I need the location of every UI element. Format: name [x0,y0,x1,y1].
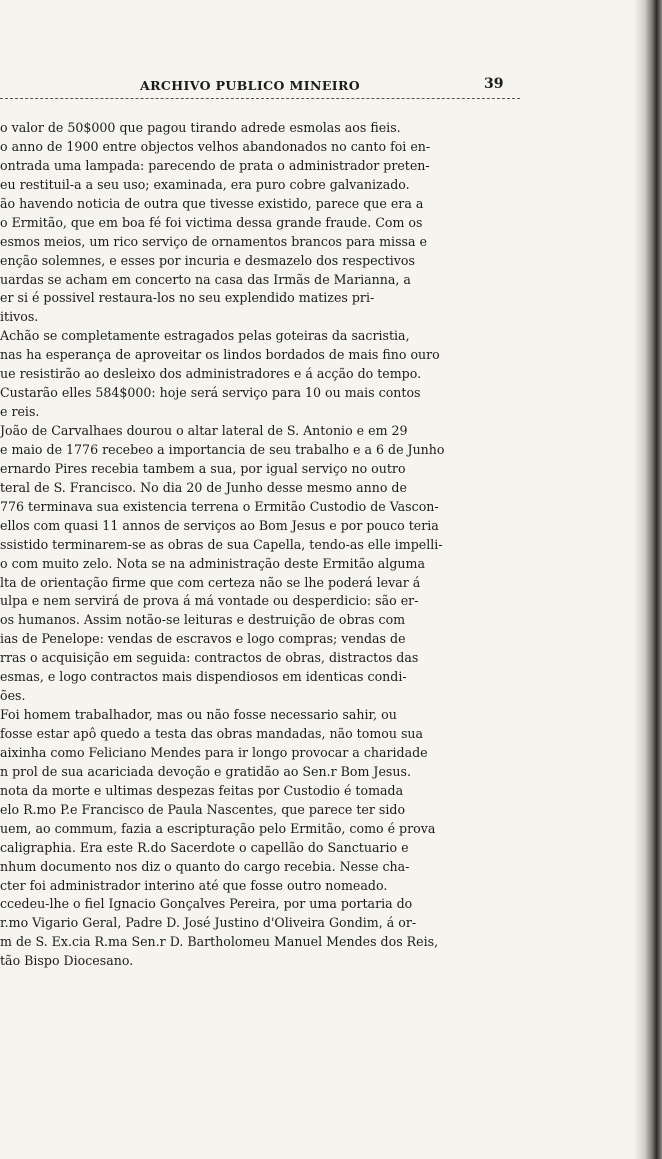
text-line: esmas, e logo contractos mais dispendiosos em identicas condi- [0,669,407,685]
text-line: ssistido terminarem-se as obras de sua Capella, tendo-as elle impelli- [0,536,443,552]
text-line: teral de S. Francisco. No dia 20 de Junho desse mesmo anno de [0,479,407,495]
text-line: o valor de 50$000 que pagou tirando adrede esmolas aos fieis. [0,120,401,135]
text-line: ias de Penelope: vendas de escravos e logo compras; vendas de [0,631,406,647]
header-rule [0,98,520,99]
text-line: o Ermitão, que em boa fé foi victima dessa grande fraude. Com os [0,214,423,230]
text-line: cter foi administrador interino até que fosse outro nomeado. [0,877,388,893]
text-line: os humanos. Assim notão-se leituras e destruição de obras com [0,612,406,628]
text-line: o anno de 1900 entre objectos velhos abandonados no canto foi en- [0,138,431,154]
text-line: João de Carvalhaes dourou o altar lateral de S. Antonio e em 29 [0,423,408,438]
text-line: ões. [0,688,26,704]
text-line: o com muito zelo. Nota se na administração deste Ermitão alguma [0,555,425,571]
text-line: ellos com quasi 11 annos de serviços ao Bom Jesus e por pouco teria [0,517,439,533]
paragraph [0,327,600,422]
text-line: uem, ao commum, fazia a escripturação pelo Ermitão, como é prova [0,820,436,836]
text-line: nota da morte e ultimas despezas feitas por Custodio é tomada [0,782,404,798]
text-line: er si é possivel restaura-los no seu explendido matizes pri- [0,290,375,306]
text-line: nas ha esperança de aproveitar os lindos bordados de mais fino ouro [0,347,440,363]
text-line: enção solemnes, e esses por incuria e desmazelo dos respectivos [0,252,415,268]
text-line: Foi homem trabalhador, mas ou não fosse necessario sahir, ou [0,707,397,723]
page-header [0,78,560,100]
text-line: r.mo Vigario Geral, Padre D. José Justino d'Oliveira Gondim, á or- [0,915,417,931]
text-line: itivos. [0,309,39,325]
text-line: ão havendo noticia de outra que tivesse existido, parece que era a [0,195,424,211]
body-text [0,119,600,971]
text-line: uardas se acham em concerto na casa das Irmãs de Marianna, a [0,271,411,287]
text-line: esmos meios, um rico serviço de ornamentos brancos para missa e [0,233,427,249]
text-line: aixinha como Feliciano Mendes para ir longo provocar a charidade [0,744,428,760]
text-line: m de S. Ex.cia R.ma Sen.r D. Bartholomeu Manuel Mendes dos Reis, [0,934,439,950]
text-line: tão Bispo Diocesano. [0,953,134,969]
text-line: eu restituil-a a seu uso; examinada, era puro cobre galvanizado. [0,176,410,192]
book-spine-edge [644,0,662,1159]
page-edge-shadow [634,0,644,1159]
text-line: ue resistirão ao desleixo dos administradores e á acção do tempo. [0,366,422,382]
text-line: ulpa e nem servirá de prova á má vontade ou desperdicio: são er- [0,593,419,609]
text-line: e maio de 1776 recebeo a importancia de seu trabalho e a 6 de Junho [0,441,445,457]
page-number: 39 [484,76,504,92]
paragraph [0,422,600,706]
text-line: ernardo Pires recebia tambem a sua, por igual serviço no outro [0,460,406,476]
text-line: 776 terminava sua existencia terrena o Ermitão Custodio de Vascon- [0,498,439,514]
text-line: e reis. [0,404,40,420]
text-line: ontrada uma lampada: parecendo de prata o administrador preten- [0,157,430,173]
text-line: nhum documento nos diz o quanto do cargo recebia. Nesse cha- [0,858,410,874]
paragraph [0,706,600,971]
text-line: caligraphia. Era este R.do Sacerdote o capellão do Sanctuario e [0,839,409,855]
text-line: Achão se completamente estragados pelas goteiras da sacristia, [0,328,410,344]
paragraph [0,119,600,327]
text-line: elo R.mo P.e Francisco de Paula Nascentes, que parece ter sido [0,801,406,817]
text-line: Custarão elles 584$000: hoje será serviço para 10 ou mais contos [0,385,421,401]
running-title: ARCHIVO PUBLICO MINEIRO [140,78,361,93]
text-line: n prol de sua acariciada devoção e gratidão ao Sen.r Bom Jesus. [0,763,411,779]
text-line: ccedeu-lhe o fiel Ignacio Gonçalves Pereira, por uma portaria do [0,896,413,912]
text-line: lta de orientação firme que com certeza não se lhe poderá levar á [0,574,421,590]
text-line: rras o acquisição em seguida: contractos de obras, distractos das [0,650,419,666]
text-line: fosse estar apô quedo a testa das obras mandadas, não tomou sua [0,726,424,741]
